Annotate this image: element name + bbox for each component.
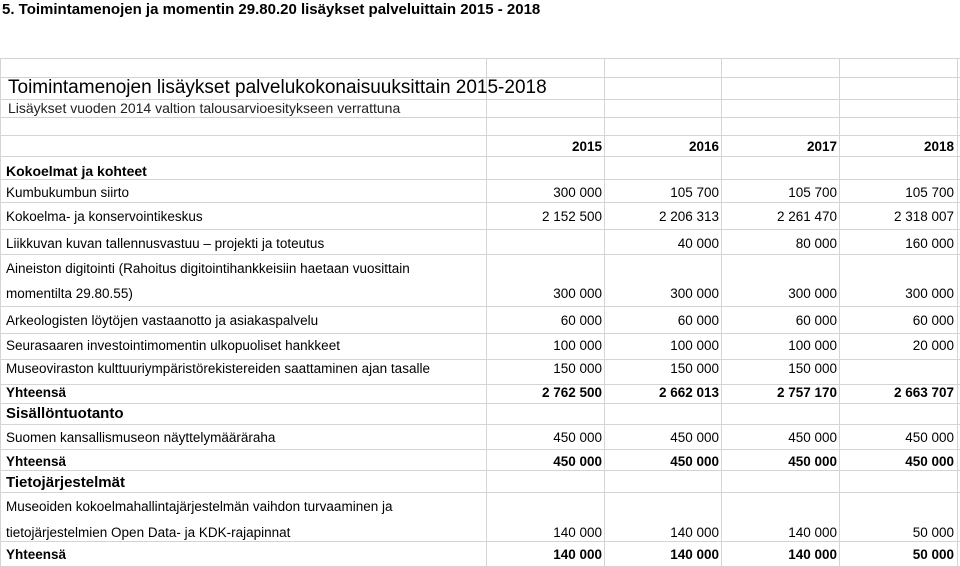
cell-value: 300 000: [905, 286, 954, 301]
page-heading: 5. Toimintamenojen ja momentin 29.80.20 lisäykset palveluittain 2015 - 2018: [2, 1, 541, 18]
section-title: Sisällöntuotanto: [6, 405, 124, 422]
total-value: 140 000: [788, 547, 837, 562]
cell-value: 150 000: [788, 361, 837, 376]
cell-value: 150 000: [553, 361, 602, 376]
cell-value: 450 000: [553, 430, 602, 445]
table-row: [0, 233, 960, 255]
total-value: 2 757 170: [776, 385, 837, 400]
table-row: [0, 522, 960, 544]
total-value: 450 000: [788, 454, 837, 469]
row-label: Arkeologisten löytöjen vastaanotto ja asiakaspalvelu: [6, 313, 319, 328]
cell-value: 20 000: [912, 338, 954, 353]
table-row: [0, 283, 960, 305]
cell-value: 100 000: [670, 338, 719, 353]
total-value: 450 000: [905, 454, 954, 469]
cell-value: 105 700: [788, 185, 837, 200]
cell-value: 60 000: [912, 313, 954, 328]
cell-value: 100 000: [788, 338, 837, 353]
total-value: 450 000: [553, 454, 602, 469]
year-header: 2017: [806, 139, 837, 154]
cell-value: 450 000: [905, 430, 954, 445]
table-row: [0, 206, 960, 228]
table-subtitle: Lisäykset vuoden 2014 valtion talousarvioesitykseen verrattuna: [8, 100, 401, 116]
cell-value: 100 000: [553, 338, 602, 353]
cell-value: 50 000: [912, 525, 954, 540]
cell-value: 60 000: [677, 313, 719, 328]
total-value: 2 762 500: [541, 385, 602, 400]
cell-value: 60 000: [560, 313, 602, 328]
row-label: Kokoelma- ja konservointikeskus: [6, 209, 203, 224]
total-label: Yhteensä: [6, 454, 67, 469]
table-row: [0, 427, 960, 449]
row-label: Museoiden kokoelmahallintajärjestelmän vaihdon turvaaminen ja: [6, 499, 393, 514]
section-header: [0, 160, 960, 182]
cell-value: 2 152 500: [541, 209, 602, 224]
total-row: [0, 382, 960, 404]
cell-value: 2 206 313: [658, 209, 719, 224]
year-header: 2016: [688, 139, 719, 154]
year-header: 2018: [923, 139, 954, 154]
section-header: [0, 472, 960, 494]
section-header: [0, 403, 960, 425]
section-title: Kokoelmat ja kohteet: [6, 163, 147, 179]
table-row: [0, 496, 960, 518]
cell-value: 140 000: [670, 525, 719, 540]
table-title: Toimintamenojen lisäykset palvelukokonaisuuksittain 2015-2018: [8, 77, 547, 98]
row-label: Suomen kansallismuseon näyttelymääräraha: [6, 430, 276, 445]
total-value: 2 662 013: [658, 385, 719, 400]
row-label: Liikkuvan kuvan tallennusvastuu – projekti ja toteutus: [6, 236, 325, 251]
table-row: [0, 335, 960, 357]
row-label: Aineiston digitointi (Rahoitus digitointihankkeisiin haetaan vuosittain: [6, 261, 410, 276]
cell-value: 160 000: [905, 236, 954, 251]
cell-value: 300 000: [788, 286, 837, 301]
cell-value: 140 000: [553, 525, 602, 540]
total-value: 140 000: [553, 547, 602, 562]
row-label: Kumbukumbun siirto: [6, 185, 130, 200]
cell-value: 2 318 007: [893, 209, 954, 224]
row-label: Museoviraston kulttuuriympäristörekistereiden saattaminen ajan tasalle: [6, 361, 430, 376]
year-header-row: [0, 136, 960, 158]
cell-value: 105 700: [905, 185, 954, 200]
cell-value: 300 000: [553, 286, 602, 301]
total-label: Yhteensä: [6, 547, 67, 562]
total-row: [0, 544, 960, 566]
total-value: 140 000: [670, 547, 719, 562]
cell-value: 80 000: [795, 236, 837, 251]
row-label-continued: momentilta 29.80.55): [6, 286, 133, 301]
total-label: Yhteensä: [6, 385, 67, 400]
year-header: 2015: [571, 139, 602, 154]
cell-value: 60 000: [795, 313, 837, 328]
table-row: [0, 310, 960, 332]
row-label: Seurasaaren investointimomentin ulkopuoliset hankkeet: [6, 338, 340, 353]
cell-value: 300 000: [553, 185, 602, 200]
table-row: [0, 358, 960, 380]
table-row: [0, 182, 960, 204]
section-title: Tietojärjestelmät: [6, 474, 125, 491]
row-label-continued: tietojärjestelmien Open Data- ja KDK-rajapinnat: [6, 525, 291, 540]
cell-value: 105 700: [670, 185, 719, 200]
total-row: [0, 451, 960, 473]
total-value: 2 663 707: [893, 385, 954, 400]
table-row: [0, 258, 960, 280]
total-value: 50 000: [912, 547, 954, 562]
cell-value: 40 000: [677, 236, 719, 251]
cell-value: 450 000: [670, 430, 719, 445]
cell-value: 2 261 470: [776, 209, 837, 224]
cell-value: 300 000: [670, 286, 719, 301]
total-value: 450 000: [670, 454, 719, 469]
cell-value: 140 000: [788, 525, 837, 540]
cell-value: 150 000: [670, 361, 719, 376]
cell-value: 450 000: [788, 430, 837, 445]
